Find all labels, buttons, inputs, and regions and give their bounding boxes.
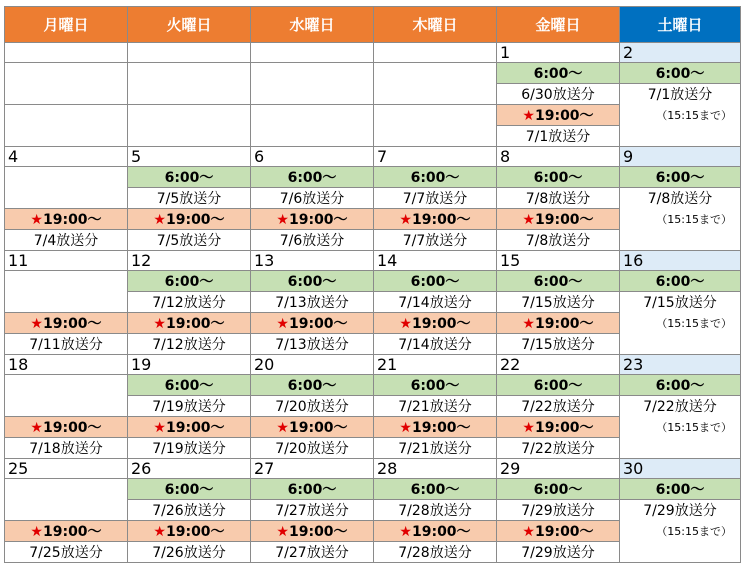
broadcast-date: 7/22放送分 xyxy=(620,396,741,417)
star-icon: ★ xyxy=(30,316,43,332)
broadcast-date: 7/1放送分 xyxy=(620,84,741,105)
broadcast-date: 7/14放送分 xyxy=(374,292,497,313)
saturday-note: （15:15まで） xyxy=(620,209,741,230)
evening-slot xyxy=(497,417,620,438)
broadcast-date: 7/5放送分 xyxy=(128,230,251,251)
broadcast-date: 7/7放送分 xyxy=(374,230,497,251)
broadcast-date: 7/12放送分 xyxy=(128,334,251,355)
day-number: 7 xyxy=(374,147,497,167)
morning-slot-label: 6:00〜 xyxy=(128,479,251,500)
broadcast-date: 7/25放送分 xyxy=(5,542,128,563)
broadcast-date: 7/13放送分 xyxy=(251,334,374,355)
morning-slot-label: 6:00〜 xyxy=(497,375,620,396)
week-morning-row xyxy=(5,167,741,188)
day-cell-empty xyxy=(128,43,251,63)
star-icon: ★ xyxy=(276,212,289,228)
evening-slot-label: 19:00〜 xyxy=(534,108,594,124)
morning-slot-label: 6:00〜 xyxy=(374,271,497,292)
week-daynum-row xyxy=(5,251,741,271)
evening-slot-label: 19:00〜 xyxy=(411,524,471,540)
week-evening-row xyxy=(5,209,741,230)
empty-cell xyxy=(251,105,374,147)
broadcast-date: 7/27放送分 xyxy=(251,500,374,521)
week1-evening-row xyxy=(5,105,741,126)
morning-slot-label: 6:00〜 xyxy=(251,375,374,396)
evening-slot-label: 19:00〜 xyxy=(288,524,348,540)
day-number-saturday: 9 xyxy=(620,147,741,167)
evening-slot-label: 19:00〜 xyxy=(42,212,102,228)
weeks-body xyxy=(5,147,741,563)
empty-cell xyxy=(251,63,374,105)
empty-cell xyxy=(374,63,497,105)
evening-slot xyxy=(497,313,620,334)
week-daynum-row xyxy=(5,459,741,479)
week-evening-row xyxy=(5,313,741,334)
saturday-note: （15:15まで） xyxy=(620,105,741,126)
broadcast-date: 7/14放送分 xyxy=(374,334,497,355)
day-number: 22 xyxy=(497,355,620,375)
empty-cell xyxy=(5,167,128,209)
broadcast-date: 7/29放送分 xyxy=(497,500,620,521)
evening-slot-label: 19:00〜 xyxy=(165,420,225,436)
morning-slot-label: 6:00〜 xyxy=(251,479,374,500)
morning-slot-label: 6:00〜 xyxy=(251,167,374,188)
day-number-saturday: 23 xyxy=(620,355,741,375)
header-wednesday: 水曜日 xyxy=(251,7,374,43)
star-icon: ★ xyxy=(30,524,43,540)
evening-slot-label: 19:00〜 xyxy=(534,316,594,332)
day-number-saturday: 2 xyxy=(620,43,741,63)
broadcast-date: 7/19放送分 xyxy=(128,438,251,459)
week-evening-date-row xyxy=(5,334,741,355)
broadcast-date: 7/11放送分 xyxy=(5,334,128,355)
week-morning-row xyxy=(5,375,741,396)
evening-slot-label: 19:00〜 xyxy=(42,524,102,540)
evening-slot-label: 19:00〜 xyxy=(411,420,471,436)
saturday-note: （15:15まで） xyxy=(620,521,741,542)
day-number: 6 xyxy=(251,147,374,167)
day-number-saturday: 30 xyxy=(620,459,741,479)
evening-slot-label: 19:00〜 xyxy=(534,212,594,228)
empty-cell xyxy=(374,105,497,147)
evening-slot xyxy=(497,209,620,230)
morning-slot-label: 6:00〜 xyxy=(374,167,497,188)
week-daynum-row xyxy=(5,355,741,375)
broadcast-date: 6/30放送分 xyxy=(497,84,620,105)
week-evening-date-row xyxy=(5,542,741,563)
evening-slot-label: 19:00〜 xyxy=(288,420,348,436)
day-cell-empty xyxy=(374,43,497,63)
empty-cell xyxy=(620,438,741,459)
evening-slot-label: 19:00〜 xyxy=(42,420,102,436)
day-number: 19 xyxy=(128,355,251,375)
broadcast-date: 7/28放送分 xyxy=(374,542,497,563)
morning-slot-label: 6:00〜 xyxy=(374,375,497,396)
broadcast-date: 7/27放送分 xyxy=(251,542,374,563)
broadcast-date: 7/1放送分 xyxy=(497,126,620,147)
evening-slot-label: 19:00〜 xyxy=(288,212,348,228)
star-icon: ★ xyxy=(522,420,535,436)
evening-slot xyxy=(5,417,128,438)
evening-slot xyxy=(251,417,374,438)
day-number: 13 xyxy=(251,251,374,271)
day-number: 29 xyxy=(497,459,620,479)
week-daynum-row xyxy=(5,147,741,167)
star-icon: ★ xyxy=(153,316,166,332)
broadcast-date: 7/4放送分 xyxy=(5,230,128,251)
empty-cell xyxy=(620,542,741,563)
day-number: 8 xyxy=(497,147,620,167)
evening-slot xyxy=(497,521,620,542)
evening-slot-label: 19:00〜 xyxy=(288,316,348,332)
week-evening-row xyxy=(5,521,741,542)
day-number: 14 xyxy=(374,251,497,271)
morning-slot-label: 6:00〜 xyxy=(620,479,741,500)
star-icon: ★ xyxy=(30,420,43,436)
broadcast-date: 7/29放送分 xyxy=(620,500,741,521)
evening-slot xyxy=(251,313,374,334)
evening-slot-label: 19:00〜 xyxy=(411,212,471,228)
broadcast-date: 7/8放送分 xyxy=(497,230,620,251)
week1-daynum-row xyxy=(5,43,741,63)
broadcast-date: 7/26放送分 xyxy=(128,542,251,563)
day-number: 4 xyxy=(5,147,128,167)
star-icon: ★ xyxy=(522,212,535,228)
empty-cell xyxy=(5,375,128,417)
evening-slot-label: 19:00〜 xyxy=(411,316,471,332)
broadcast-date: 7/7放送分 xyxy=(374,188,497,209)
star-icon: ★ xyxy=(153,524,166,540)
day-cell-empty xyxy=(251,43,374,63)
evening-slot xyxy=(5,521,128,542)
broadcast-date: 7/20放送分 xyxy=(251,438,374,459)
star-icon: ★ xyxy=(522,108,535,124)
week-evening-date-row xyxy=(5,230,741,251)
evening-slot xyxy=(251,521,374,542)
morning-slot-label: 6:00〜 xyxy=(128,271,251,292)
empty-cell xyxy=(5,479,128,521)
star-icon: ★ xyxy=(522,524,535,540)
evening-slot xyxy=(5,313,128,334)
header-friday: 金曜日 xyxy=(497,7,620,43)
day-number: 27 xyxy=(251,459,374,479)
header-monday: 月曜日 xyxy=(5,7,128,43)
morning-slot-label: 6:00〜 xyxy=(620,63,741,84)
evening-slot xyxy=(128,417,251,438)
evening-slot xyxy=(5,209,128,230)
star-icon: ★ xyxy=(153,420,166,436)
broadcast-date: 7/8放送分 xyxy=(497,188,620,209)
saturday-note: （15:15まで） xyxy=(620,417,741,438)
week-morning-row xyxy=(5,479,741,500)
broadcast-date: 7/19放送分 xyxy=(128,396,251,417)
day-number: 15 xyxy=(497,251,620,271)
evening-slot xyxy=(128,313,251,334)
day-number-saturday: 16 xyxy=(620,251,741,271)
week1-morning-row xyxy=(5,63,741,84)
evening-slot xyxy=(128,521,251,542)
week-evening-row xyxy=(5,417,741,438)
weekday-header-row xyxy=(5,7,741,43)
day-number: 5 xyxy=(128,147,251,167)
broadcast-date: 7/6放送分 xyxy=(251,188,374,209)
morning-slot-label: 6:00〜 xyxy=(497,63,620,84)
star-icon: ★ xyxy=(276,524,289,540)
star-icon: ★ xyxy=(30,212,43,228)
evening-slot xyxy=(128,209,251,230)
broadcast-calendar xyxy=(4,6,741,563)
morning-slot-label: 6:00〜 xyxy=(251,271,374,292)
broadcast-date: 7/13放送分 xyxy=(251,292,374,313)
header-thursday: 木曜日 xyxy=(374,7,497,43)
saturday-note: （15:15まで） xyxy=(620,313,741,334)
morning-slot-label: 6:00〜 xyxy=(620,167,741,188)
day-number: 18 xyxy=(5,355,128,375)
morning-slot-label: 6:00〜 xyxy=(620,375,741,396)
empty-cell xyxy=(620,230,741,251)
empty-cell xyxy=(620,126,741,147)
broadcast-date: 7/28放送分 xyxy=(374,500,497,521)
day-number: 11 xyxy=(5,251,128,271)
star-icon: ★ xyxy=(276,316,289,332)
evening-slot xyxy=(497,105,620,126)
header-saturday: 土曜日 xyxy=(620,7,741,43)
empty-cell xyxy=(5,63,128,105)
broadcast-date: 7/8放送分 xyxy=(620,188,741,209)
broadcast-date: 7/15放送分 xyxy=(497,334,620,355)
broadcast-date: 7/22放送分 xyxy=(497,438,620,459)
star-icon: ★ xyxy=(522,316,535,332)
star-icon: ★ xyxy=(276,420,289,436)
empty-cell xyxy=(620,334,741,355)
star-icon: ★ xyxy=(399,212,412,228)
evening-slot xyxy=(251,209,374,230)
day-number: 20 xyxy=(251,355,374,375)
evening-slot-label: 19:00〜 xyxy=(534,420,594,436)
evening-slot-label: 19:00〜 xyxy=(42,316,102,332)
broadcast-date: 7/21放送分 xyxy=(374,438,497,459)
evening-slot xyxy=(374,521,497,542)
star-icon: ★ xyxy=(399,316,412,332)
broadcast-date: 7/20放送分 xyxy=(251,396,374,417)
empty-cell xyxy=(5,271,128,313)
evening-slot-label: 19:00〜 xyxy=(534,524,594,540)
broadcast-date: 7/29放送分 xyxy=(497,542,620,563)
day-cell-empty xyxy=(5,43,128,63)
day-number: 21 xyxy=(374,355,497,375)
evening-slot xyxy=(374,209,497,230)
star-icon: ★ xyxy=(399,524,412,540)
broadcast-date: 7/22放送分 xyxy=(497,396,620,417)
broadcast-date: 7/15放送分 xyxy=(497,292,620,313)
evening-slot xyxy=(374,313,497,334)
week-morning-row xyxy=(5,271,741,292)
evening-slot xyxy=(374,417,497,438)
broadcast-date: 7/15放送分 xyxy=(620,292,741,313)
empty-cell xyxy=(128,63,251,105)
evening-slot-label: 19:00〜 xyxy=(165,212,225,228)
evening-slot-label: 19:00〜 xyxy=(165,316,225,332)
star-icon: ★ xyxy=(399,420,412,436)
header-tuesday: 火曜日 xyxy=(128,7,251,43)
day-number: 12 xyxy=(128,251,251,271)
week-evening-date-row xyxy=(5,438,741,459)
broadcast-date: 7/26放送分 xyxy=(128,500,251,521)
day-number: 26 xyxy=(128,459,251,479)
empty-cell xyxy=(5,105,128,147)
morning-slot-label: 6:00〜 xyxy=(128,167,251,188)
broadcast-date: 7/21放送分 xyxy=(374,396,497,417)
morning-slot-label: 6:00〜 xyxy=(497,479,620,500)
morning-slot-label: 6:00〜 xyxy=(497,271,620,292)
broadcast-date: 7/6放送分 xyxy=(251,230,374,251)
morning-slot-label: 6:00〜 xyxy=(128,375,251,396)
broadcast-date: 7/18放送分 xyxy=(5,438,128,459)
empty-cell xyxy=(128,105,251,147)
star-icon: ★ xyxy=(153,212,166,228)
morning-slot-label: 6:00〜 xyxy=(374,479,497,500)
evening-slot-label: 19:00〜 xyxy=(165,524,225,540)
day-number: 25 xyxy=(5,459,128,479)
morning-slot-label: 6:00〜 xyxy=(497,167,620,188)
broadcast-date: 7/12放送分 xyxy=(128,292,251,313)
morning-slot-label: 6:00〜 xyxy=(620,271,741,292)
day-number: 1 xyxy=(497,43,620,63)
broadcast-date: 7/5放送分 xyxy=(128,188,251,209)
day-number: 28 xyxy=(374,459,497,479)
